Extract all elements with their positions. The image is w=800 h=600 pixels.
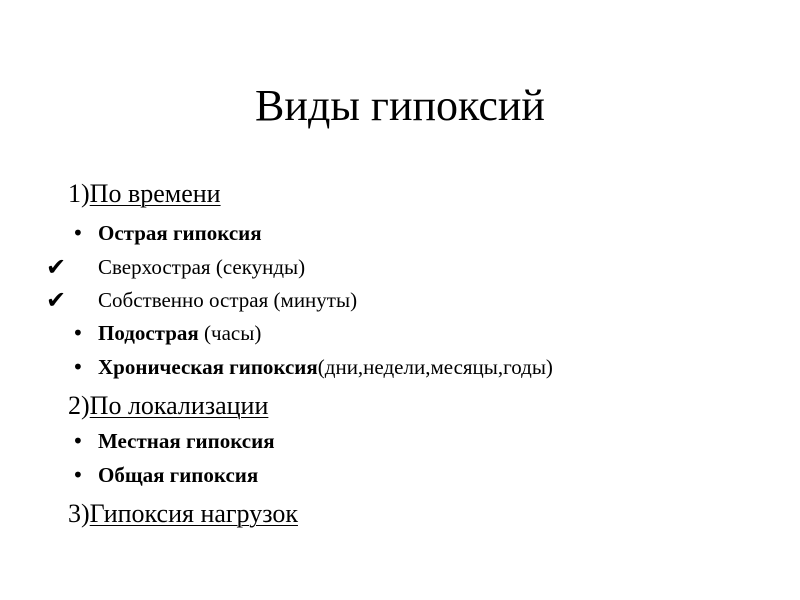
item-bold-text: Местная гипоксия	[98, 429, 275, 453]
checkmark-icon: ✔	[46, 253, 67, 281]
section-number: 2)	[68, 391, 90, 420]
item-bold-text: Острая гипоксия	[98, 221, 262, 245]
section-heading-time	[68, 178, 221, 210]
slide-title: Виды гипоксий	[255, 81, 545, 130]
section-heading-localization	[68, 390, 268, 422]
section-heading-text: Гипоксия нагрузок	[89, 499, 298, 528]
bullet-icon: •	[72, 355, 84, 379]
section-number: 3)	[68, 499, 90, 528]
bullet-icon: •	[72, 463, 84, 487]
item-bold-text: Подострая	[98, 321, 199, 345]
item-text: (дни,недели,месяцы,годы)	[317, 355, 553, 379]
item-text: Сверхострая (секунды)	[98, 255, 306, 279]
item-text: (часы)	[198, 321, 262, 345]
section-heading-load	[68, 498, 298, 530]
bullet-icon: •	[72, 221, 84, 245]
item-bold-text: Хроническая гипоксия	[98, 355, 318, 379]
bullet-icon: •	[72, 429, 84, 453]
section-heading-text: По времени	[89, 179, 221, 208]
section-number: 1)	[68, 179, 90, 208]
item-bold-text: Общая гипоксия	[98, 463, 259, 487]
checkmark-icon: ✔	[46, 286, 67, 314]
bullet-icon: •	[72, 321, 84, 345]
item-text: Собственно острая (минуты)	[98, 288, 358, 312]
section-heading-text: По локализации	[89, 391, 269, 420]
